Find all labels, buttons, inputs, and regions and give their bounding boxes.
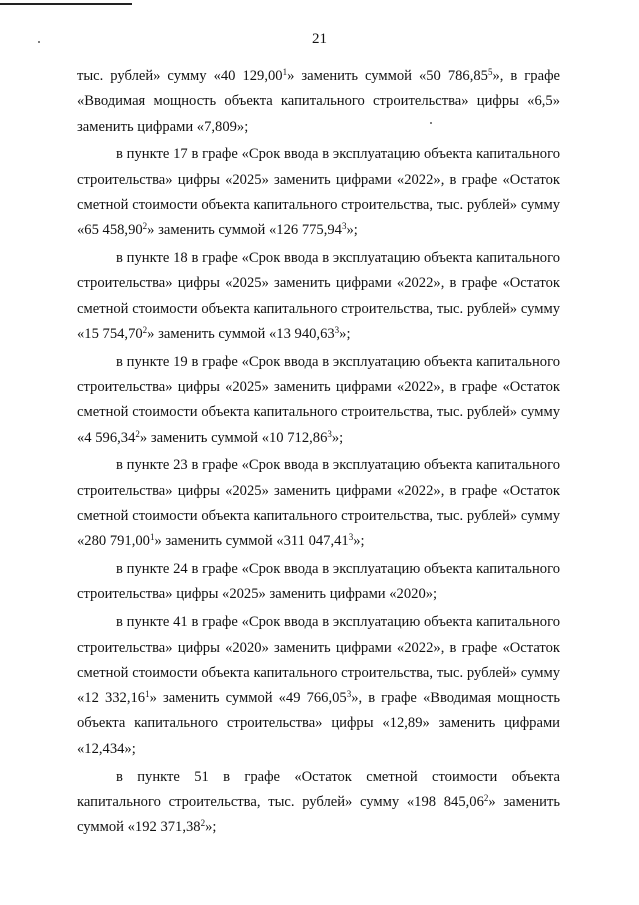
footnote-marker: 1 — [282, 67, 288, 77]
text-run: » заменить суммой «311 047,41 — [154, 533, 349, 550]
text-run: » заменить суммой «50 786,85 — [287, 68, 488, 84]
text-run: »; — [331, 429, 344, 446]
footnote-marker: 3 — [327, 428, 332, 439]
paragraph — [77, 246, 560, 347]
paragraph — [77, 610, 560, 762]
text-run: »; — [205, 819, 217, 836]
paragraph — [77, 142, 560, 243]
paragraph — [77, 64, 560, 140]
text-run: » заменить суммой «13 940,63 — [147, 325, 335, 342]
top-rule — [0, 3, 132, 5]
paragraph — [77, 557, 560, 608]
text-run: в пункте 24 в графе «Срок ввода в эксплуатацию объекта капитального строительства» цифры «2025» заменить цифрами «2020»; — [77, 561, 560, 603]
text-run: в пункте 23 в графе «Срок ввода в эксплуатацию объекта капитального строительства» цифры «2025» заменить цифрами «2022», в графе «Остаток сметной стоимости объекта капитального строительства, тыс. рублей» сумму «280 791,00 — [77, 457, 560, 550]
text-run: » заменить суммой «126 775,94 — [147, 222, 342, 239]
footnote-marker: 3 — [341, 221, 347, 232]
text-run: в пункте 41 в графе «Срок ввода в эксплуатацию объекта капитального строительства» цифры «2020» заменить цифрами «2022», в графе «Остаток сметной стоимости объекта капитального строительства, тыс. рублей» сумму «12 332,16 — [77, 614, 560, 707]
footnote-marker: 3 — [346, 689, 352, 700]
text-run: »; — [346, 222, 358, 239]
footnote-marker: 5 — [487, 67, 493, 77]
footnote-marker: 2 — [483, 792, 489, 803]
text-run: в пункте 17 в графе «Срок ввода в эксплуатацию объекта капитального строительства» цифры «2025» заменить цифрами «2022», в графе «Остаток сметной стоимости объекта капитального строительства, тыс. рублей» сумму «65 458,90 — [77, 146, 560, 239]
page-number: 21 — [312, 31, 327, 47]
text-run: », в графе «Вводимая мощность объекта капитального строительства» цифры «6,5» заменить цифрами «7,809»; — [77, 68, 560, 135]
footnote-marker: 1 — [145, 689, 150, 700]
footnote-marker: 3 — [334, 324, 340, 335]
footnote-marker: 2 — [135, 428, 140, 439]
paragraph — [77, 453, 560, 554]
text-run: » заменить суммой «49 766,05 — [149, 690, 347, 707]
footnote-marker: 1 — [149, 532, 155, 543]
footnote-marker: 2 — [200, 818, 206, 829]
paragraph — [77, 765, 560, 841]
text-run: в пункте 19 в графе «Срок ввода в эксплуатацию объекта капитального строительства» цифры «2025» заменить цифрами «2022», в графе «Остаток сметной стоимости объекта капитального строительства, тыс. рублей» сумму «4 596,34 — [77, 353, 560, 446]
text-run: »; — [339, 325, 351, 342]
text-run: » заменить суммой «192 371,38 — [77, 793, 560, 836]
text-run: » заменить суммой «10 712,86 — [139, 429, 328, 446]
text-run: в пункте 18 в графе «Срок ввода в эксплуатацию объекта капитального строительства» цифры «2025» заменить цифрами «2022», в графе «Остаток сметной стоимости объекта капитального строительства, тыс. рублей» сумму «15 754,70 — [77, 250, 560, 342]
document-body — [77, 64, 560, 843]
text-run: в пункте 51 в графе «Остаток сметной стоимости объекта капитального строительства, тыс. рублей» сумму «198 845,06 — [77, 768, 560, 810]
footnote-marker: 2 — [142, 324, 148, 335]
footnote-marker: 3 — [348, 532, 354, 543]
text-run: тыс. рублей» сумму «40 129,00 — [77, 68, 283, 84]
paragraph — [77, 350, 560, 451]
text-run: »; — [353, 533, 365, 550]
footnote-marker: 2 — [142, 221, 148, 232]
text-run: », в графе «Вводимая мощность объекта капитального строительства» цифры «12,89» заменить цифрами «12,434»; — [77, 690, 561, 757]
